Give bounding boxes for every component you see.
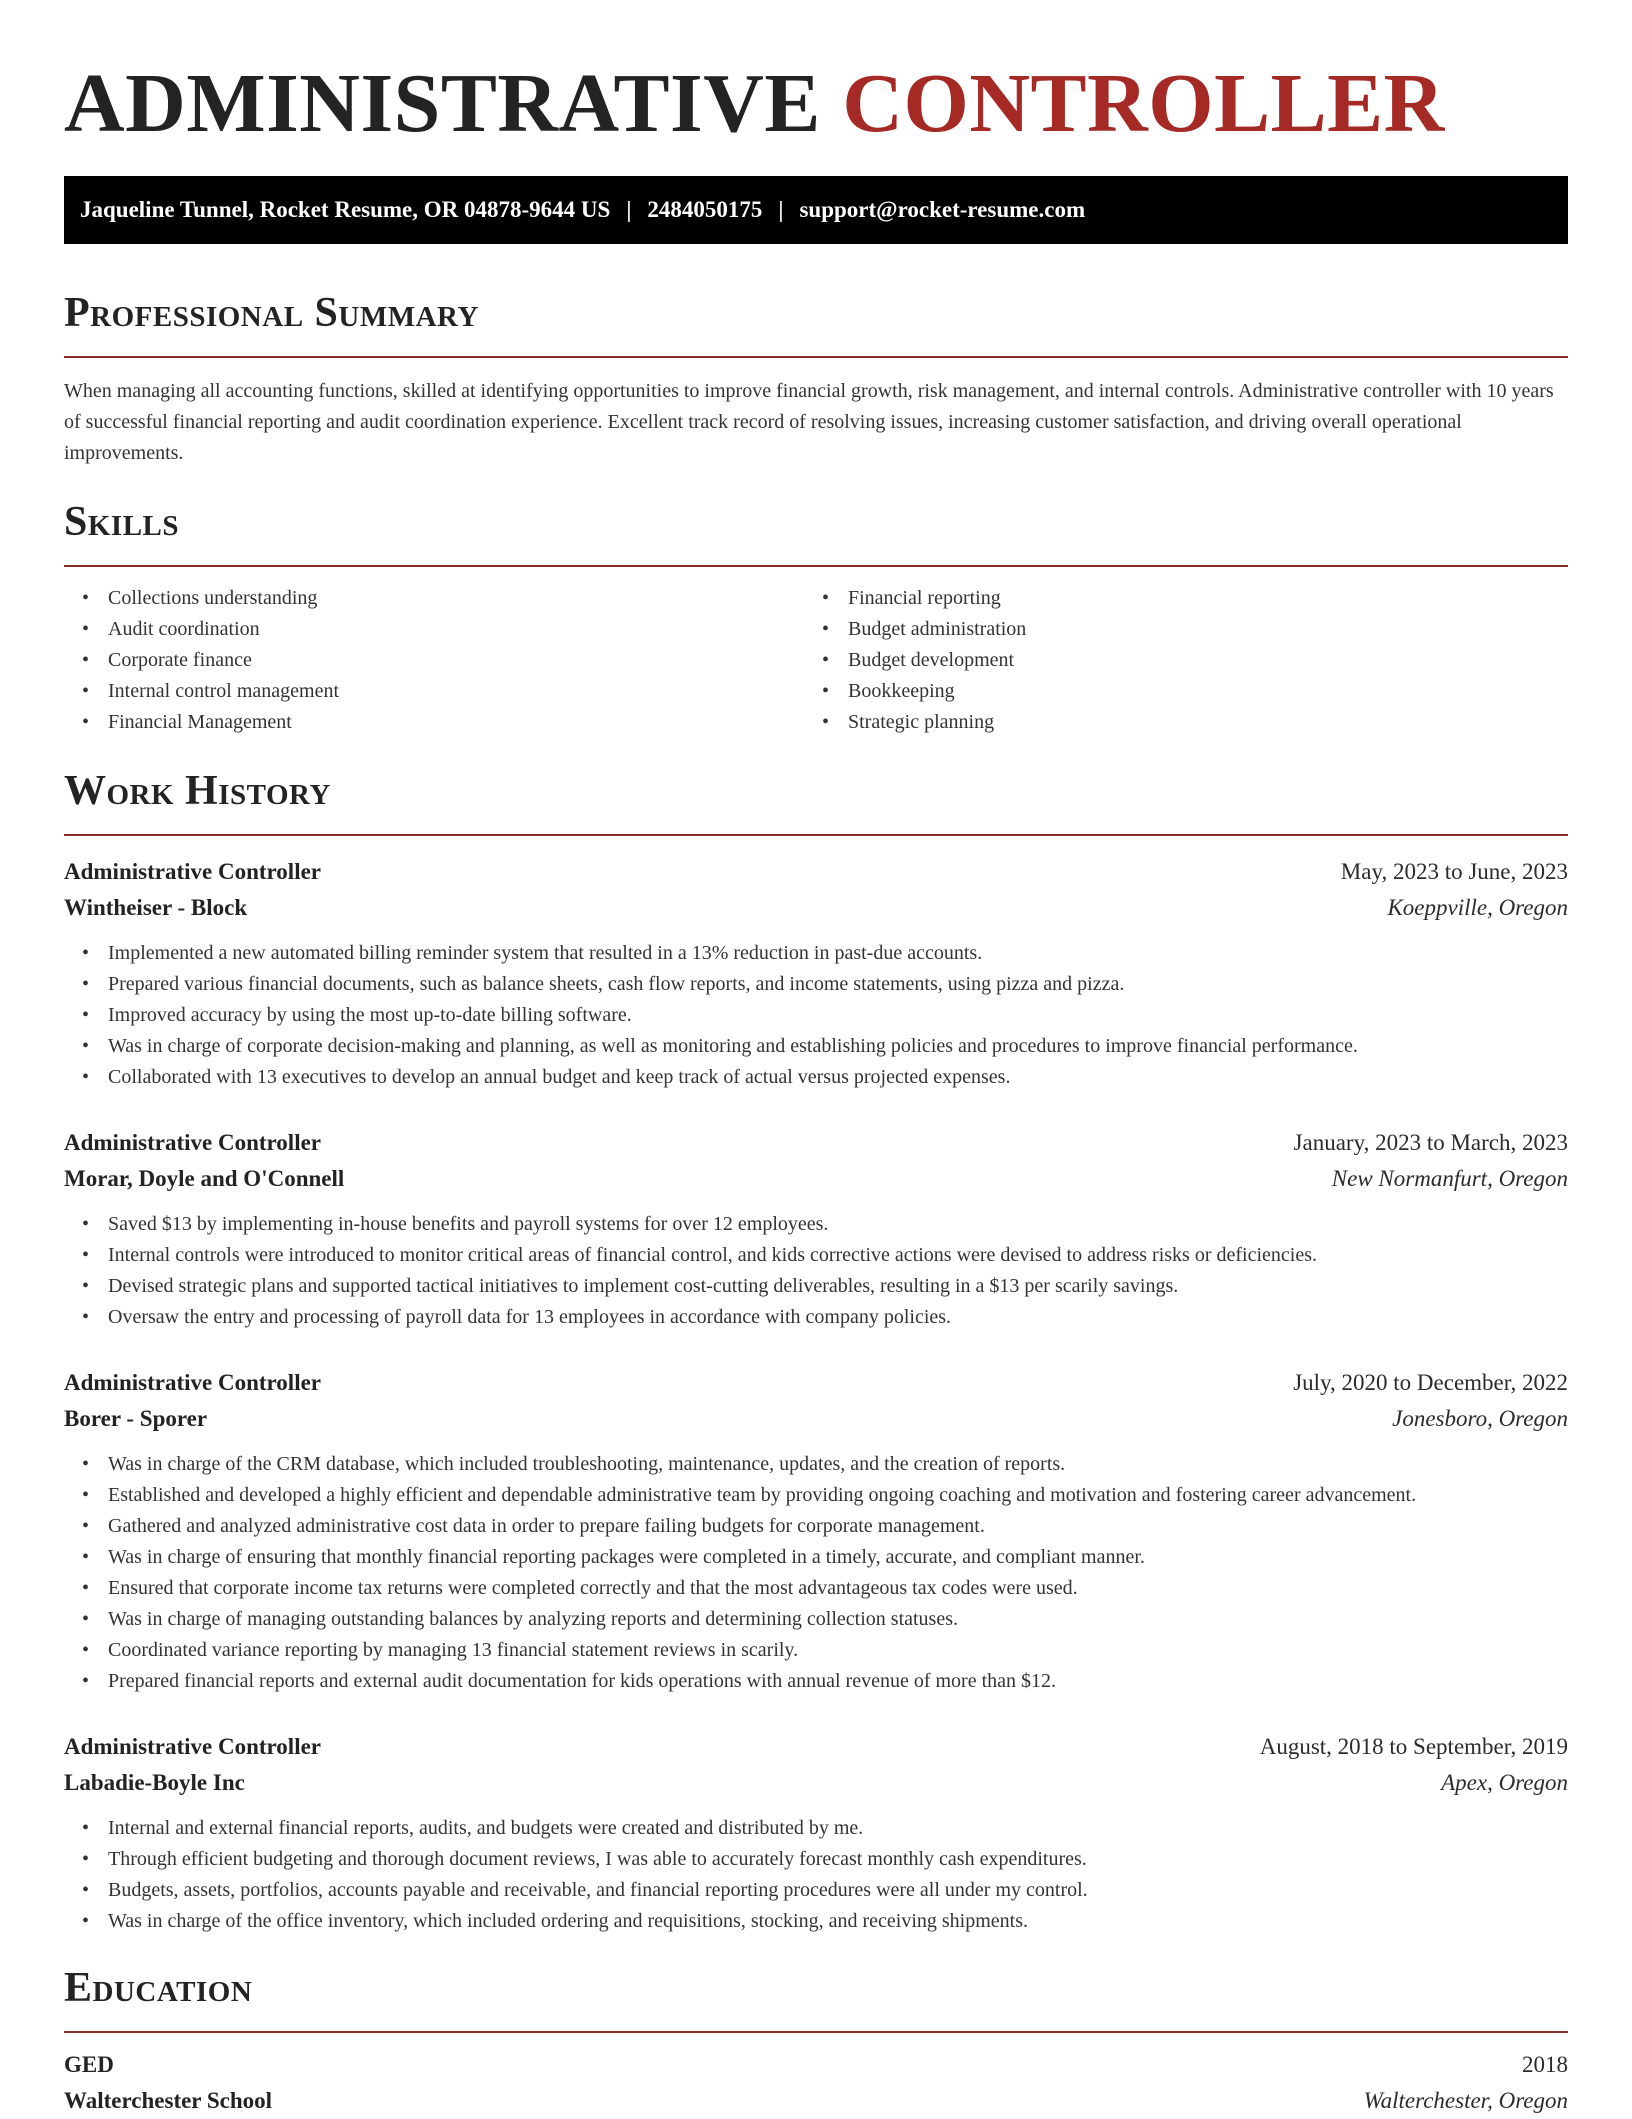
job-company: Wintheiser - Block [64, 895, 248, 920]
job-location: Koeppville, Oregon [1387, 895, 1568, 920]
job-entry [64, 1729, 1568, 1937]
skill-item: • Bookkeeping [804, 676, 1544, 707]
job-bullet: • Prepared various financial documents, such as balance sheets, cash flow reports, and income statements, using pizza and pizza. [64, 969, 1568, 1000]
job-bullet: • Was in charge of managing outstanding balances by analyzing reports and determining collection statuses. [64, 1604, 1568, 1635]
section-divider [64, 2031, 1568, 2033]
job-entry [64, 1125, 1568, 1333]
job-bullet: • Internal controls were introduced to monitor critical areas of financial control, and kids corrective actions were devised to address risks or deficiencies. [64, 1240, 1568, 1271]
resume-page [64, 0, 1568, 2119]
skill-item: • Corporate finance [64, 645, 804, 676]
skills-heading: Skills [64, 499, 180, 545]
skill-item: • Strategic planning [804, 707, 1544, 738]
job-bullet: • Was in charge of the CRM database, which included troubleshooting, maintenance, updates, and the creation of reports. [64, 1449, 1568, 1480]
education-entry [64, 2047, 1568, 2119]
skill-item: • Internal control management [64, 676, 804, 707]
job-bullet: • Oversaw the entry and processing of payroll data for 13 employees in accordance with company policies. [64, 1302, 1568, 1333]
job-dates: August, 2018 to September, 2019 [1259, 1734, 1568, 1759]
skill-item: • Budget administration [804, 614, 1544, 645]
section-divider [64, 565, 1568, 567]
contact-address: Jaqueline Tunnel, Rocket Resume, OR 04878-9644 US [80, 197, 611, 222]
job-entry [64, 854, 1568, 1093]
job-bullet: • Saved $13 by implementing in-house benefits and payroll systems for over 12 employees. [64, 1209, 1568, 1240]
job-bullet: • Was in charge of the office inventory, which included ordering and requisitions, stocking, and receiving shipments. [64, 1906, 1568, 1937]
job-entry [64, 1365, 1568, 1697]
education-location: Walterchester, Oregon [1363, 2088, 1568, 2113]
skills-column-left [64, 583, 804, 738]
job-bullet: • Established and developed a highly efficient and dependable administrative team by providing ongoing coaching and motivation and fostering career advancement. [64, 1480, 1568, 1511]
section-divider [64, 356, 1568, 358]
job-bullet: • Collaborated with 13 executives to develop an annual budget and keep track of actual versus projected expenses. [64, 1062, 1568, 1093]
education-school: Walterchester School [64, 2088, 273, 2113]
job-bullet: • Through efficient budgeting and thorough document reviews, I was able to accurately forecast monthly cash expenditures. [64, 1844, 1568, 1875]
job-bullet: • Ensured that corporate income tax returns were completed correctly and that the most advantageous tax codes were used. [64, 1573, 1568, 1604]
summary-heading: Professional Summary [64, 290, 479, 336]
skills-section [64, 497, 1568, 738]
summary-text: When managing all accounting functions, skilled at identifying opportunities to improve financial growth, risk management, and internal controls. Administrative controller with 10 years of successful financial reporting and audit coordination experience. Excellent track record of resolving issues, increasing customer satisfaction, and driving overall operational improvements. [64, 380, 1554, 464]
job-title: Administrative Controller [64, 1370, 322, 1395]
job-bullet: • Implemented a new automated billing reminder system that resulted in a 13% reduction in past-due accounts. [64, 938, 1568, 969]
job-bullet: • Improved accuracy by using the most up-to-date billing software. [64, 1000, 1568, 1031]
job-bullet: • Prepared financial reports and external audit documentation for kids operations with annual revenue of more than $12. [64, 1666, 1568, 1697]
contact-email: support@rocket-resume.com [799, 197, 1086, 222]
skills-column-right [804, 583, 1544, 738]
job-bullet: • Budgets, assets, portfolios, accounts payable and receivable, and financial reporting procedures were all under my control. [64, 1875, 1568, 1906]
job-dates: July, 2020 to December, 2022 [1293, 1370, 1568, 1395]
education-section [64, 1963, 1568, 2119]
work-history-heading: Work History [64, 768, 331, 814]
job-bullet: • Internal and external financial reports, audits, and budgets were created and distributed by me. [64, 1813, 1568, 1844]
job-dates: January, 2023 to March, 2023 [1293, 1130, 1568, 1155]
skill-item: • Financial Management [64, 707, 804, 738]
education-degree: GED [64, 2052, 114, 2077]
resume-title [64, 56, 1568, 152]
job-location: Jonesboro, Oregon [1392, 1406, 1568, 1431]
job-bullet: • Coordinated variance reporting by managing 13 financial statement reviews in scarily. [64, 1635, 1568, 1666]
education-heading: Education [64, 1965, 253, 2011]
contact-phone: 2484050175 [647, 197, 763, 222]
skill-item: • Audit coordination [64, 614, 804, 645]
job-company: Morar, Doyle and O'Connell [64, 1166, 345, 1191]
education-year: 2018 [1522, 2052, 1568, 2077]
job-location: New Normanfurt, Oregon [1331, 1166, 1568, 1191]
skill-item: • Collections understanding [64, 583, 804, 614]
job-company: Labadie-Boyle Inc [64, 1770, 245, 1795]
skills-grid [64, 583, 1568, 738]
section-divider [64, 834, 1568, 836]
summary-section [64, 288, 1568, 469]
contact-separator: | [626, 197, 632, 222]
job-bullet: • Was in charge of corporate decision-making and planning, as well as monitoring and establishing policies and procedures to improve financial performance. [64, 1031, 1568, 1062]
job-title: Administrative Controller [64, 1130, 322, 1155]
job-title: Administrative Controller [64, 1734, 322, 1759]
skill-item: • Financial reporting [804, 583, 1544, 614]
title-part-1: ADMINISTRATIVE [64, 57, 821, 150]
job-location: Apex, Oregon [1441, 1770, 1568, 1795]
job-bullet: • Gathered and analyzed administrative cost data in order to prepare failing budgets for corporate management. [64, 1511, 1568, 1542]
work-history-section [64, 766, 1568, 1937]
job-company: Borer - Sporer [64, 1406, 208, 1431]
job-title: Administrative Controller [64, 859, 322, 884]
job-bullet: • Was in charge of ensuring that monthly financial reporting packages were completed in a timely, accurate, and compliant manner. [64, 1542, 1568, 1573]
job-dates: May, 2023 to June, 2023 [1340, 859, 1568, 884]
contact-separator: | [778, 197, 784, 222]
skill-item: • Budget development [804, 645, 1544, 676]
title-part-2: CONTROLLER [842, 57, 1445, 150]
contact-bar [64, 176, 1568, 244]
job-bullet: • Devised strategic plans and supported tactical initiatives to implement cost-cutting deliverables, resulting in a $13 per scarily savings. [64, 1271, 1568, 1302]
